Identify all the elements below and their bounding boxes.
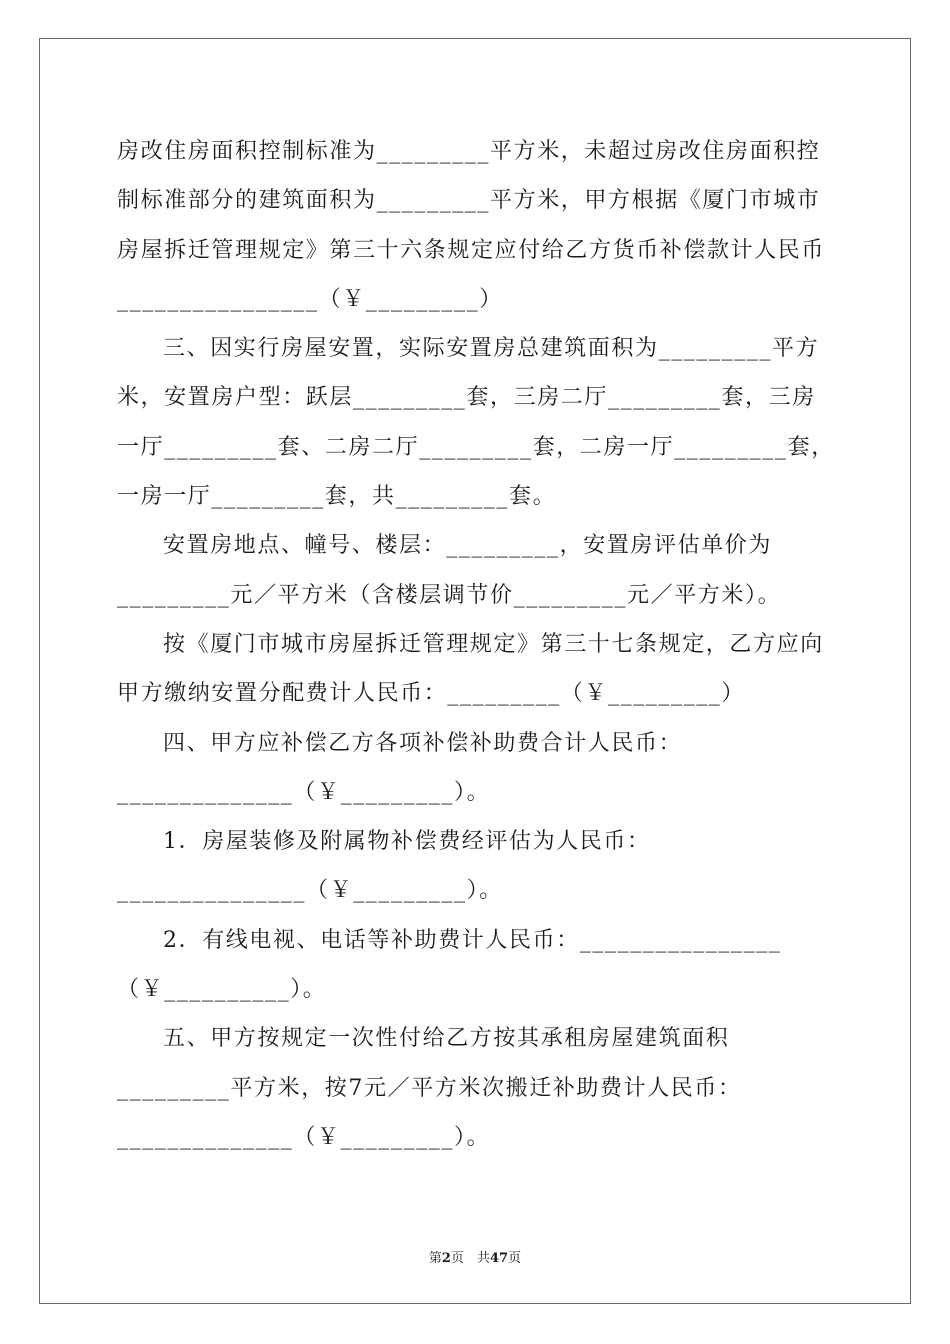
paragraph-location-price: 安置房地点、幢号、楼层：_________，安置房评估单价为_________元／平方米（含楼层调节价_________元／平方米）。 <box>117 533 782 608</box>
page-footer <box>0 1247 950 1266</box>
paragraph-section-five: 五、甲方按规定一次性付给乙方按其承租房屋建筑面积_________平方米，按7元／平方米次搬迁补助费计人民币：______________（￥_________）。 <box>117 1026 742 1150</box>
page-suffix: 页 <box>508 1251 522 1266</box>
document-body <box>117 127 837 1162</box>
paragraph-area-compensation: 房改住房面积控制标准为_________平方米，未超过房改住房面积控制标准部分的建筑面积为_________平方米，甲方根据《厦门市城市房屋拆迁管理规定》第三十六条规定应付给乙方货币补偿款计人民币________________（￥_________） <box>117 139 826 312</box>
page-prefix: 第 <box>428 1251 442 1266</box>
paragraph-allocation-fee: 按《厦门市城市房屋拆迁管理规定》第三十七条规定，乙方应向甲方缴纳安置分配费计人民币：_________（￥_________） <box>117 631 824 707</box>
paragraph-section-three: 三、因实行房屋安置，实际安置房总建筑面积为_________平方米，安置房户型：跃层_________套，三房二厅_________套，三房一厅_________套、二房二厅_________套，二房一厅_________套，一房一厅_________套，共_________套。 <box>117 336 835 510</box>
paragraph-section-four: 四、甲方应补偿乙方各项补偿补助费合计人民币：______________（￥_________）。 <box>117 730 683 805</box>
page-total: 47 <box>489 1251 509 1266</box>
page-mid: 页 共 <box>450 1251 490 1266</box>
page-current: 2 <box>441 1251 451 1266</box>
paragraph-item-one: 1．房屋装修及附属物补偿费经评估为人民币：_______________（￥_________）。 <box>117 829 651 904</box>
paragraph-item-two: 2．有线电视、电话等补助费计人民币：________________（￥__________）。 <box>117 927 782 1003</box>
